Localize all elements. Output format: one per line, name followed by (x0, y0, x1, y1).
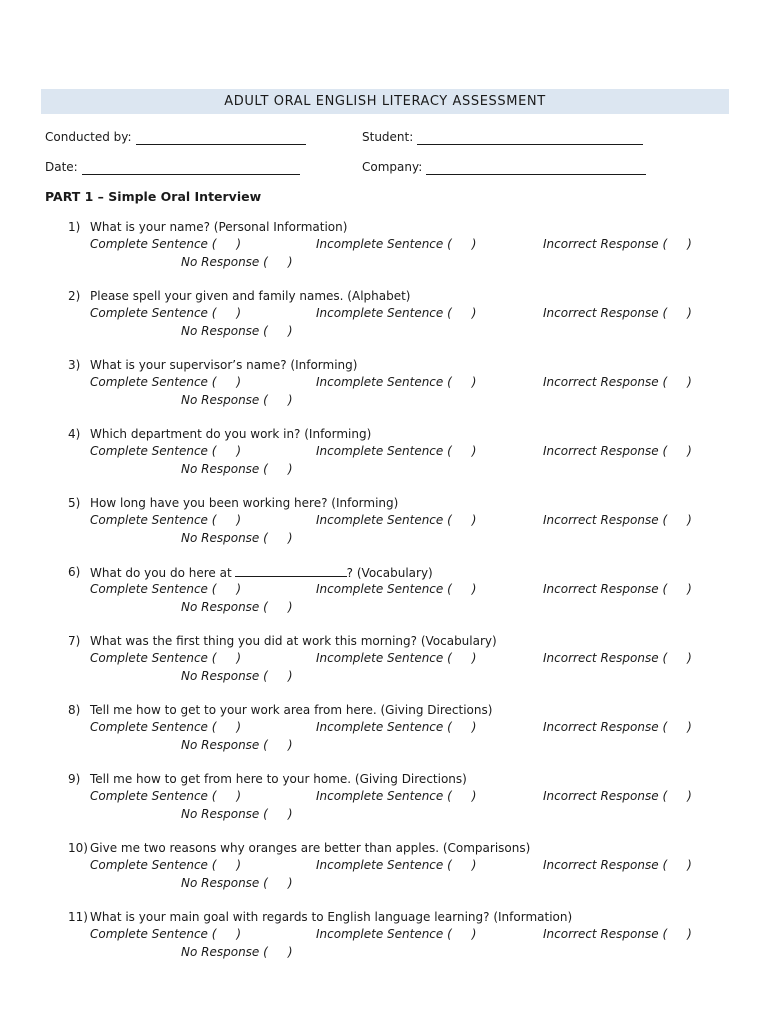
incomplete-sentence-option[interactable] (316, 650, 476, 666)
incomplete-sentence-option-label: Incomplete Sentence ( (316, 582, 452, 596)
complete-sentence-option[interactable] (90, 926, 241, 942)
no-response-option-close-paren: ) (287, 600, 293, 614)
incorrect-response-option[interactable] (543, 512, 692, 528)
incomplete-sentence-option[interactable] (316, 788, 476, 804)
no-response-option[interactable] (181, 323, 293, 339)
complete-sentence-option[interactable] (90, 443, 241, 459)
question-item (0, 357, 770, 411)
no-response-option-close-paren: ) (287, 462, 293, 476)
incomplete-sentence-option[interactable] (316, 926, 476, 942)
complete-sentence-option[interactable] (90, 374, 241, 390)
incorrect-response-option-label: Incorrect Response ( (543, 582, 668, 596)
complete-sentence-option[interactable] (90, 788, 241, 804)
complete-sentence-option-close-paren: ) (236, 789, 242, 803)
complete-sentence-option-close-paren: ) (236, 858, 242, 872)
complete-sentence-option-label: Complete Sentence ( (90, 237, 217, 251)
complete-sentence-option-close-paren: ) (236, 237, 242, 251)
complete-sentence-option-label: Complete Sentence ( (90, 444, 217, 458)
incorrect-response-option[interactable] (543, 374, 692, 390)
student-blank[interactable] (417, 132, 643, 145)
complete-sentence-option-label: Complete Sentence ( (90, 927, 217, 941)
question-item (0, 840, 770, 894)
student-label: Student: (362, 130, 414, 144)
incorrect-response-option[interactable] (543, 788, 692, 804)
no-response-option-close-paren: ) (287, 255, 293, 269)
question-text: What was the first thing you did at work this morning? (Vocabulary) (90, 634, 497, 648)
no-response-option[interactable] (181, 254, 293, 270)
incomplete-sentence-option-close-paren: ) (471, 858, 477, 872)
incomplete-sentence-option[interactable] (316, 374, 476, 390)
no-response-option[interactable] (181, 392, 293, 408)
student-field[interactable] (362, 129, 643, 145)
complete-sentence-option-close-paren: ) (236, 306, 242, 320)
question-number: 6) (68, 565, 81, 579)
incomplete-sentence-option-label: Incomplete Sentence ( (316, 927, 452, 941)
no-response-option-label: No Response ( (181, 876, 268, 890)
complete-sentence-option-label: Complete Sentence ( (90, 306, 217, 320)
incorrect-response-option-close-paren: ) (687, 582, 692, 596)
incorrect-response-option[interactable] (543, 650, 692, 666)
question-text: Give me two reasons why oranges are better than apples. (Comparisons) (90, 841, 531, 855)
incorrect-response-option-label: Incorrect Response ( (543, 306, 668, 320)
part-1-heading: PART 1 – Simple Oral Interview (45, 189, 262, 204)
incorrect-response-option-close-paren: ) (687, 237, 692, 251)
incorrect-response-option-close-paren: ) (687, 789, 692, 803)
no-response-option-label: No Response ( (181, 600, 268, 614)
incorrect-response-option-label: Incorrect Response ( (543, 444, 668, 458)
question-item (0, 909, 770, 963)
complete-sentence-option[interactable] (90, 857, 241, 873)
no-response-option-label: No Response ( (181, 324, 268, 338)
incomplete-sentence-option-label: Incomplete Sentence ( (316, 720, 452, 734)
no-response-option-close-paren: ) (287, 738, 293, 752)
incorrect-response-option-label: Incorrect Response ( (543, 927, 668, 941)
no-response-option[interactable] (181, 944, 293, 960)
complete-sentence-option-label: Complete Sentence ( (90, 513, 217, 527)
question-text-after: ? (Vocabulary) (346, 566, 433, 580)
incomplete-sentence-option[interactable] (316, 443, 476, 459)
question-item (0, 564, 770, 618)
incomplete-sentence-option-close-paren: ) (471, 513, 477, 527)
complete-sentence-option[interactable] (90, 581, 241, 597)
no-response-option[interactable] (181, 599, 293, 615)
document-title: ADULT ORAL ENGLISH LITERACY ASSESSMENT (41, 89, 729, 114)
date-blank[interactable] (82, 162, 300, 175)
complete-sentence-option-close-paren: ) (236, 720, 242, 734)
question-text (90, 564, 433, 581)
complete-sentence-option-label: Complete Sentence ( (90, 720, 217, 734)
incomplete-sentence-option-close-paren: ) (471, 927, 477, 941)
question-text-before: What do you do here at (90, 566, 232, 580)
no-response-option[interactable] (181, 530, 293, 546)
incorrect-response-option-close-paren: ) (687, 651, 692, 665)
complete-sentence-option[interactable] (90, 236, 241, 252)
no-response-option-close-paren: ) (287, 945, 293, 959)
date-label: Date: (45, 160, 78, 174)
incomplete-sentence-option-close-paren: ) (471, 720, 477, 734)
no-response-option-label: No Response ( (181, 462, 268, 476)
question-item (0, 219, 770, 273)
question-number: 5) (68, 496, 81, 510)
complete-sentence-option-label: Complete Sentence ( (90, 651, 217, 665)
question-number: 8) (68, 703, 81, 717)
question-item (0, 702, 770, 756)
question-number: 10) (68, 841, 88, 855)
complete-sentence-option-label: Complete Sentence ( (90, 858, 217, 872)
incomplete-sentence-option[interactable] (316, 512, 476, 528)
no-response-option[interactable] (181, 668, 293, 684)
incorrect-response-option[interactable] (543, 305, 692, 321)
no-response-option-label: No Response ( (181, 531, 268, 545)
no-response-option-label: No Response ( (181, 393, 268, 407)
incomplete-sentence-option-close-paren: ) (471, 789, 477, 803)
incorrect-response-option-label: Incorrect Response ( (543, 651, 668, 665)
incorrect-response-option-label: Incorrect Response ( (543, 375, 668, 389)
question-item (0, 771, 770, 825)
incorrect-response-option-label: Incorrect Response ( (543, 513, 668, 527)
incomplete-sentence-option-label: Incomplete Sentence ( (316, 651, 452, 665)
no-response-option-label: No Response ( (181, 738, 268, 752)
date-field[interactable] (45, 159, 300, 175)
no-response-option-close-paren: ) (287, 669, 293, 683)
incomplete-sentence-option-close-paren: ) (471, 444, 477, 458)
question-number: 2) (68, 289, 81, 303)
company-blank[interactable] (426, 162, 646, 175)
question-text: What is your supervisor’s name? (Informing) (90, 358, 358, 372)
no-response-option[interactable] (181, 461, 293, 477)
complete-sentence-option[interactable] (90, 305, 241, 321)
question-item (0, 633, 770, 687)
incorrect-response-option-close-paren: ) (687, 927, 692, 941)
complete-sentence-option[interactable] (90, 719, 241, 735)
question-text: Tell me how to get from here to your home. (Giving Directions) (90, 772, 467, 786)
incorrect-response-option-label: Incorrect Response ( (543, 858, 668, 872)
no-response-option-close-paren: ) (287, 531, 293, 545)
no-response-option-label: No Response ( (181, 255, 268, 269)
question-number: 9) (68, 772, 81, 786)
conducted-by-blank[interactable] (136, 132, 306, 145)
question-text: What is your main goal with regards to English language learning? (Information) (90, 910, 573, 924)
incorrect-response-option[interactable] (543, 926, 692, 942)
incorrect-response-option-label: Incorrect Response ( (543, 237, 668, 251)
incomplete-sentence-option-label: Incomplete Sentence ( (316, 306, 452, 320)
incorrect-response-option-close-paren: ) (687, 513, 692, 527)
incorrect-response-option-close-paren: ) (687, 720, 692, 734)
no-response-option[interactable] (181, 806, 293, 822)
company-label: Company: (362, 160, 423, 174)
incomplete-sentence-option[interactable] (316, 305, 476, 321)
complete-sentence-option-label: Complete Sentence ( (90, 582, 217, 596)
question-text: How long have you been working here? (Informing) (90, 496, 399, 510)
incorrect-response-option[interactable] (543, 581, 692, 597)
complete-sentence-option-close-paren: ) (236, 513, 242, 527)
question-number: 11) (68, 910, 88, 924)
question-item (0, 495, 770, 549)
incorrect-response-option-close-paren: ) (687, 375, 692, 389)
incomplete-sentence-option[interactable] (316, 719, 476, 735)
question-inline-blank[interactable] (235, 564, 347, 577)
complete-sentence-option-close-paren: ) (236, 927, 242, 941)
question-text: Which department do you work in? (Informing) (90, 427, 372, 441)
incomplete-sentence-option-close-paren: ) (471, 582, 477, 596)
incomplete-sentence-option-close-paren: ) (471, 237, 477, 251)
incomplete-sentence-option-label: Incomplete Sentence ( (316, 789, 452, 803)
question-item (0, 426, 770, 480)
incorrect-response-option[interactable] (543, 719, 692, 735)
question-number: 4) (68, 427, 81, 441)
complete-sentence-option-close-paren: ) (236, 651, 242, 665)
incomplete-sentence-option-close-paren: ) (471, 375, 477, 389)
incorrect-response-option-close-paren: ) (687, 306, 692, 320)
complete-sentence-option-close-paren: ) (236, 582, 242, 596)
incomplete-sentence-option-label: Incomplete Sentence ( (316, 513, 452, 527)
no-response-option-label: No Response ( (181, 807, 268, 821)
incorrect-response-option[interactable] (543, 443, 692, 459)
complete-sentence-option-close-paren: ) (236, 444, 242, 458)
incomplete-sentence-option[interactable] (316, 581, 476, 597)
conducted-by-field[interactable] (45, 129, 306, 145)
no-response-option-label: No Response ( (181, 669, 268, 683)
complete-sentence-option[interactable] (90, 512, 241, 528)
incorrect-response-option-label: Incorrect Response ( (543, 720, 668, 734)
incorrect-response-option-close-paren: ) (687, 444, 692, 458)
incomplete-sentence-option-label: Incomplete Sentence ( (316, 237, 452, 251)
incorrect-response-option-close-paren: ) (687, 858, 692, 872)
no-response-option[interactable] (181, 737, 293, 753)
no-response-option[interactable] (181, 875, 293, 891)
no-response-option-close-paren: ) (287, 807, 293, 821)
incomplete-sentence-option[interactable] (316, 236, 476, 252)
question-number: 1) (68, 220, 81, 234)
no-response-option-label: No Response ( (181, 945, 268, 959)
incomplete-sentence-option-label: Incomplete Sentence ( (316, 858, 452, 872)
no-response-option-close-paren: ) (287, 876, 293, 890)
question-number: 3) (68, 358, 81, 372)
conducted-by-label: Conducted by: (45, 130, 132, 144)
incorrect-response-option-label: Incorrect Response ( (543, 789, 668, 803)
complete-sentence-option-close-paren: ) (236, 375, 242, 389)
no-response-option-close-paren: ) (287, 324, 293, 338)
question-text: Please spell your given and family names. (Alphabet) (90, 289, 411, 303)
company-field[interactable] (362, 159, 646, 175)
no-response-option-close-paren: ) (287, 393, 293, 407)
complete-sentence-option-label: Complete Sentence ( (90, 789, 217, 803)
question-text: Tell me how to get to your work area from here. (Giving Directions) (90, 703, 493, 717)
incomplete-sentence-option-close-paren: ) (471, 651, 477, 665)
complete-sentence-option-label: Complete Sentence ( (90, 375, 217, 389)
incomplete-sentence-option-label: Incomplete Sentence ( (316, 375, 452, 389)
question-item (0, 288, 770, 342)
incomplete-sentence-option[interactable] (316, 857, 476, 873)
complete-sentence-option[interactable] (90, 650, 241, 666)
incomplete-sentence-option-close-paren: ) (471, 306, 477, 320)
question-text: What is your name? (Personal Information) (90, 220, 348, 234)
incorrect-response-option[interactable] (543, 236, 692, 252)
incorrect-response-option[interactable] (543, 857, 692, 873)
incomplete-sentence-option-label: Incomplete Sentence ( (316, 444, 452, 458)
question-number: 7) (68, 634, 81, 648)
